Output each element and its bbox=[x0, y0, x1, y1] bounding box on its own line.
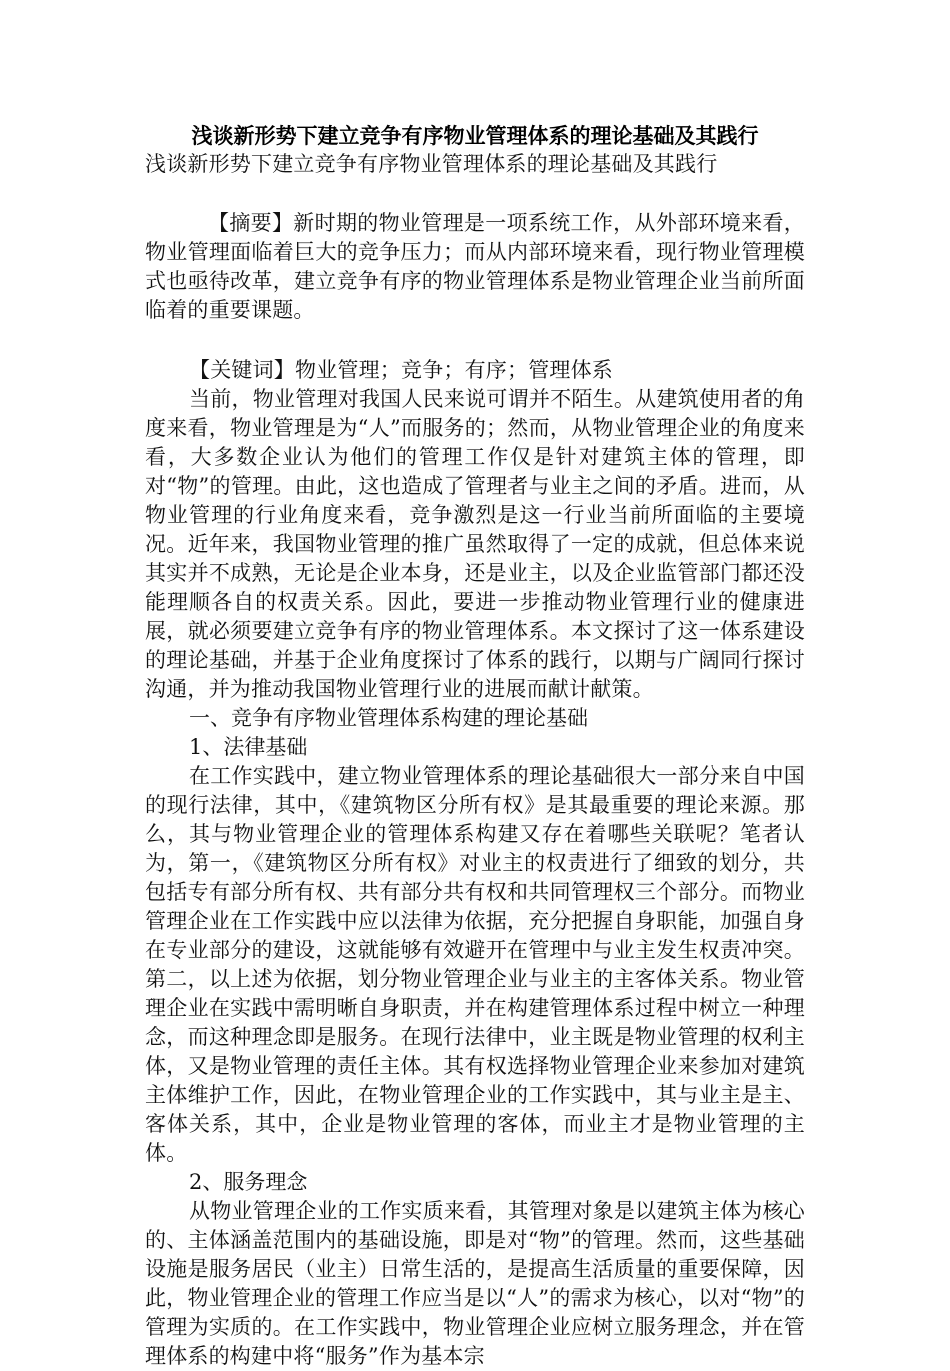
service-paragraph: 从物业管理企业的工作实质来看，其管理对象是以建筑主体为核心的、主体涵盖范围内的基础设施，即是对“物”的管理。然而，这些基础设施是服务居民（业主）日常生活的，是提高生活质量的重要保障，因此，物业管理企业的管理工作应当是以“人”的需求为核心，以对“物”的管理为实质的。在工作实践中，物业管理企业应树立服务理念，并在管理体系的构建中将“服务”作为基本宗 bbox=[145, 1199, 805, 1368]
section-heading: 一、竞争有序物业管理体系构建的理论基础 bbox=[189, 706, 588, 730]
law-paragraph: 在工作实践中，建立物业管理体系的理论基础很大一部分来自中国的现行法律，其中，《建筑物区分所有权》是其最重要的理论来源。那么，其与物业管理企业的管理体系构建又存在着哪些关联呢？笔者认为，第一，《建筑物区分所有权》对业主的权责进行了细致的划分，共包括专有部分所有权、共有部分共有权和共同管理权三个部分。而物业管理企业在工作实践中应以法律为依据，充分把握自身职能，加强自身在专业部分的建设，这就能够有效避开在管理中与业主发生权责冲突。第二，以上述为依据，划分物业管理企业与业主的主客体关系。物业管理企业在实践中需明晰自身职责，并在构建管理体系过程中树立一种理念，而这种理念即是服务。在现行法律中，业主既是物业管理的权利主体，又是物业管理的责任主体。其有权选择物业管理企业来参加对建筑主体维护工作，因此，在物业管理企业的工作实践中，其与业主是主、客体关系，其中，企业是物业管理的客体，而业主才是物业管理的主体。 bbox=[145, 764, 805, 1165]
abstract-paragraph: 【摘要】新时期的物业管理是一项系统工作，从外部环境来看，物业管理面临着巨大的竞争压力；而从内部环境来看，现行物业管理模式也亟待改革，建立竞争有序的物业管理体系是物业管理企业当前所面临着的重要课题。 bbox=[145, 211, 805, 322]
spacer bbox=[145, 325, 805, 356]
subsection-heading-service: 2、服务理念 bbox=[189, 1170, 308, 1194]
document-subtitle: 浅谈新形势下建立竞争有序物业管理体系的理论基础及其践行 bbox=[145, 152, 718, 176]
intro-paragraph: 当前，物业管理对我国人民来说可谓并不陌生。从建筑使用者的角度来看，物业管理是为“人”而服务的；然而，从物业管理企业的角度来看，大多数企业认为他们的管理工作仅是针对建筑主体的管理，即对“物”的管理。由此，这也造成了管理者与业主之间的矛盾。进而，从物业管理的行业角度来看，竞争激烈是这一行业当前所面临的主要境况。近年来，我国物业管理的推广虽然取得了一定的成就，但总体来说其实并不成熟，无论是企业本身，还是业主，以及企业监管部门都还没能理顺各自的权责关系。因此，要进一步推动物业管理行业的健康进展，就必须要建立竞争有序的物业管理体系。本文探讨了这一体系建设的理论基础，并基于企业角度探讨了体系的践行，以期与广阔同行探讨沟通，并为推动我国物业管理行业的进展而献计献策。 bbox=[145, 387, 805, 701]
document-title: 浅谈新形势下建立竞争有序物业管理体系的理论基础及其践行 bbox=[191, 124, 759, 148]
document-body bbox=[145, 122, 805, 1371]
subsection-heading-law: 1、法律基础 bbox=[189, 735, 308, 759]
spacer bbox=[145, 179, 805, 209]
keywords-paragraph: 【关键词】物业管理；竞争；有序；管理体系 bbox=[189, 358, 613, 382]
